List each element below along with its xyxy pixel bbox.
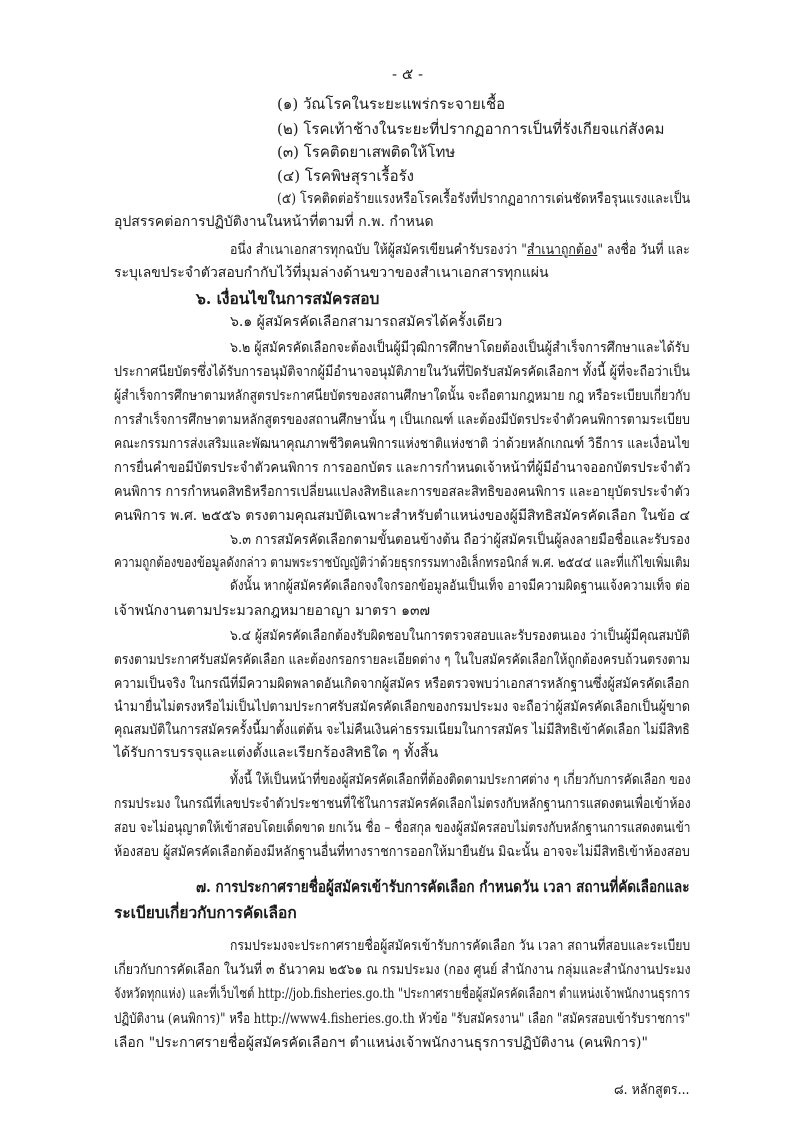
paragraph-6-4-line: ตรงตามประกาศรับสมัครคัดเลือก และต้องกรอกรายละเอียดต่าง ๆ ในใบสมัครคัดเลือกให้ถูกต้องครบถ้วนตรงตาม (114, 652, 691, 668)
section-7-heading-line2: ระเบียบเกี่ยวกับการคัดเลือก (114, 903, 297, 922)
paragraph-6-5-line: ทั้งนี้ ให้เป็นหน้าที่ของผู้สมัครคัดเลือกที่ต้องติดตามประกาศต่าง ๆ เกี่ยวกับการคัดเลือก ของ (230, 772, 691, 788)
copy-certification-note-line2: ระบุเลขประจำตัวสอบกำกับไว้ที่มุมล่างด้านขวาของสำเนาเอกสารทุกแผ่น (114, 265, 549, 281)
paragraph-6-2-line: ผู้สำเร็จการศึกษาตามหลักสูตรประกาศนียบัตรของสถานศึกษาใดนั้น จะถือตามกฎหมาย กฎ หรือระเบียบเกี่ยวกับ (114, 388, 691, 404)
paragraph-6-5-line: สอบ จะไม่อนุญาตให้เข้าสอบโดยเด็ดขาด ยกเว้น ชื่อ – ชื่อสกุล ของผู้สมัครสอบไม่ตรงกับหลักฐานการแสดงตนเข้า (114, 820, 691, 836)
disease-item-continuation: อุปสรรคต่อการปฏิบัติงานในหน้าที่ตามที่ ก.พ. กำหนด (114, 214, 434, 230)
paragraph-6-4-line: ความเป็นจริง ในกรณีที่มีความผิดพลาดอันเกิดจากผู้สมัคร หรือตรวจพบว่าเอกสารหลักฐานซึ่งผู้สมัครคัดเลือก (114, 676, 690, 692)
paragraph-6-4-line: คุณสมบัติในการสมัครครั้งนี้มาตั้งแต่ต้น จะไม่คืนเงินค่าธรรมเนียมในการสมัคร ไม่มีสิทธิเข้าคัดเลือก ไม่มีสิทธิ (114, 722, 690, 738)
page-number: - ๕ - (392, 65, 424, 83)
paragraph-6-3-line: ดังนั้น หากผู้สมัครคัดเลือกจงใจกรอกข้อมูลอันเป็นเท็จ อาจมีความผิดฐานแจ้งความเท็จ ต่อ (230, 578, 691, 594)
section-7-body-line: จังหวัดทุกแห่ง) และที่เว็บไซต์ http://job.fisheries.go.th "ประกาศรายชื่อผู้สมัครคัดเลือกฯ ตำแหน่งเจ้าพนักงานธุรการ (114, 986, 690, 1002)
paragraph-6-1: ๖.๑ ผู้สมัครคัดเลือกสามารถสมัครได้ครั้งเดียว (230, 314, 503, 330)
paragraph-6-2-line: คนพิการ การกำหนดสิทธิหรือการเปลี่ยนแปลงสิทธิและการขอสละสิทธิของคนพิการ และอายุบัตรประจำตัว (114, 484, 690, 500)
disease-item: (๕) โรคติดต่อร้ายแรงหรือโรคเรื้อรังที่ปรากฏอาการเด่นชัดหรือรุนแรงและเป็น (277, 191, 691, 207)
copy-note-text: " ลงชื่อ วันที่ และ (597, 242, 690, 258)
paragraph-6-2-line: การยื่นคำขอมีบัตรประจำตัวคนพิการ การออกบัตร และการกำหนดเจ้าหน้าที่ผู้มีอำนาจออกบัตรประจำตัว (114, 460, 691, 476)
section-7-body-line: กรมประมงจะประกาศรายชื่อผู้สมัครเข้ารับการคัดเลือก วัน เวลา สถานที่สอบและระเบียบ (230, 938, 691, 954)
section-7-body-line: เลือก "ประกาศรายชื่อผู้สมัครคัดเลือกฯ ตำแหน่งเจ้าพนักงานธุรการปฏิบัติงาน (คนพิการ)" (114, 1035, 648, 1051)
paragraph-6-2-line: คณะกรรมการส่งเสริมและพัฒนาคุณภาพชีวิตคนพิการแห่งชาติแห่งชาติ ว่าด้วยหลักเกณฑ์ วิธีการ และเงื่อนไข (114, 436, 690, 452)
paragraph-6-3-line: เจ้าพนักงานตามประมวลกฎหมายอาญา มาตรา ๑๓๗ (114, 603, 431, 619)
copy-note-text: อนึ่ง สำเนาเอกสารทุกฉบับ ให้ผู้สมัครเขียนคำรับรองว่า " (230, 242, 527, 258)
paragraph-6-5-line: ห้องสอบ ผู้สมัครคัดเลือกต้องมีหลักฐานอื่นที่ทางราชการออกให้มายืนยัน มิฉะนั้น อาจจะไม่มีสิทธิเข้าห้องสอบ (114, 844, 690, 860)
disease-item: (๓) โรคติดยาเสพติดให้โทษ (277, 143, 456, 161)
copy-certification-note (230, 240, 690, 260)
section-6-heading: ๖. เงื่อนไขในการสมัครสอบ (196, 289, 380, 308)
section-7-heading: ๗. การประกาศรายชื่อผู้สมัครเข้ารับการคัดเลือก กำหนดวัน เวลา สถานที่คัดเลือกและ (196, 877, 690, 896)
paragraph-6-4-line: นำมายื่นไม่ตรงหรือไม่เป็นไปตามประกาศรับสมัครคัดเลือกของกรมประมง จะถือว่าผู้สมัครคัดเลือกเป็นผู้ขาด (114, 699, 691, 715)
paragraph-6-4-line: ๖.๔ ผู้สมัครคัดเลือกต้องรับผิดชอบในการตรวจสอบและรับรองตนเอง ว่าเป็นผู้มีคุณสมบัติ (230, 628, 690, 644)
paragraph-6-4-line: ได้รับการบรรจุและแต่งตั้งและเรียกร้องสิทธิใด ๆ ทั้งสิ้น (114, 745, 439, 761)
paragraph-6-2-line: ๖.๒ ผู้สมัครคัดเลือกจะต้องเป็นผู้มีวุฒิการศึกษาโดยต้องเป็นผู้สำเร็จการศึกษาและได้รับ (230, 340, 690, 356)
paragraph-6-3-line: ความถูกต้องของข้อมูลดังกล่าว ตามพระราชบัญญัติว่าด้วยธุรกรรมทางอิเล็กทรอนิกส์ พ.ศ. ๒๕๔๔ และที่แก้ไขเพิ่มเติม (114, 555, 691, 571)
paragraph-6-2-line: คนพิการ พ.ศ. ๒๕๕๖ ตรงตามคุณสมบัติเฉพาะสำหรับตำแหน่งของผู้มีสิทธิสมัครคัดเลือก ในข้อ ๔ (114, 508, 691, 524)
disease-item: (๒) โรคเท้าช้างในระยะที่ปรากฏอาการเป็นที่รังเกียจแก่สังคม (277, 120, 665, 138)
continuation-marker: ๘. หลักสูตร... (614, 1082, 690, 1098)
paragraph-6-2-line: การสำเร็จการศึกษาตามหลักสูตรของสถานศึกษานั้น ๆ เป็นเกณฑ์ และต้องมีบัตรประจำตัวคนพิการตามระเบียบ (114, 412, 690, 428)
paragraph-6-3-line: ๖.๓ การสมัครคัดเลือกตามขั้นตอนข้างต้น ถือว่าผู้สมัครเป็นผู้ลงลายมือชื่อและรับรอง (230, 532, 691, 548)
disease-item: (๑) วัณโรคในระยะแพร่กระจายเชื้อ (277, 95, 506, 113)
paragraph-6-2-line: ประกาศนียบัตรซึ่งได้รับการอนุมัติจากผู้มีอำนาจอนุมัติภายในวันที่ปิดรับสมัครคัดเลือกฯ ทั้งนี้ ผู้ที่จะถือว่าเป็น (114, 364, 690, 380)
disease-item: (๔) โรคพิษสุราเรื้อรัง (277, 167, 414, 185)
copy-note-underlined: สำเนาถูกต้อง (526, 242, 598, 258)
section-7-body-line: ปฏิบัติงาน (คนพิการ)" หรือ http://www4.fisheries.go.th หัวข้อ "รับสมัครงาน" เลือก "สมัครสอบเข้ารับราชการ" (114, 1011, 691, 1027)
section-7-body-line: เกี่ยวกับการคัดเลือก ในวันที่ ๓ ธันวาคม ๒๕๖๑ ณ กรมประมง (กอง ศูนย์ สำนักงาน กลุ่มและสำนักงานประมง (114, 962, 691, 978)
paragraph-6-5-line: กรมประมง ในกรณีที่เลขประจำตัวประชาชนที่ใช้ในการสมัครคัดเลือกไม่ตรงกับหลักฐานการแสดงตนเพื่อเข้าห้อง (114, 796, 691, 812)
